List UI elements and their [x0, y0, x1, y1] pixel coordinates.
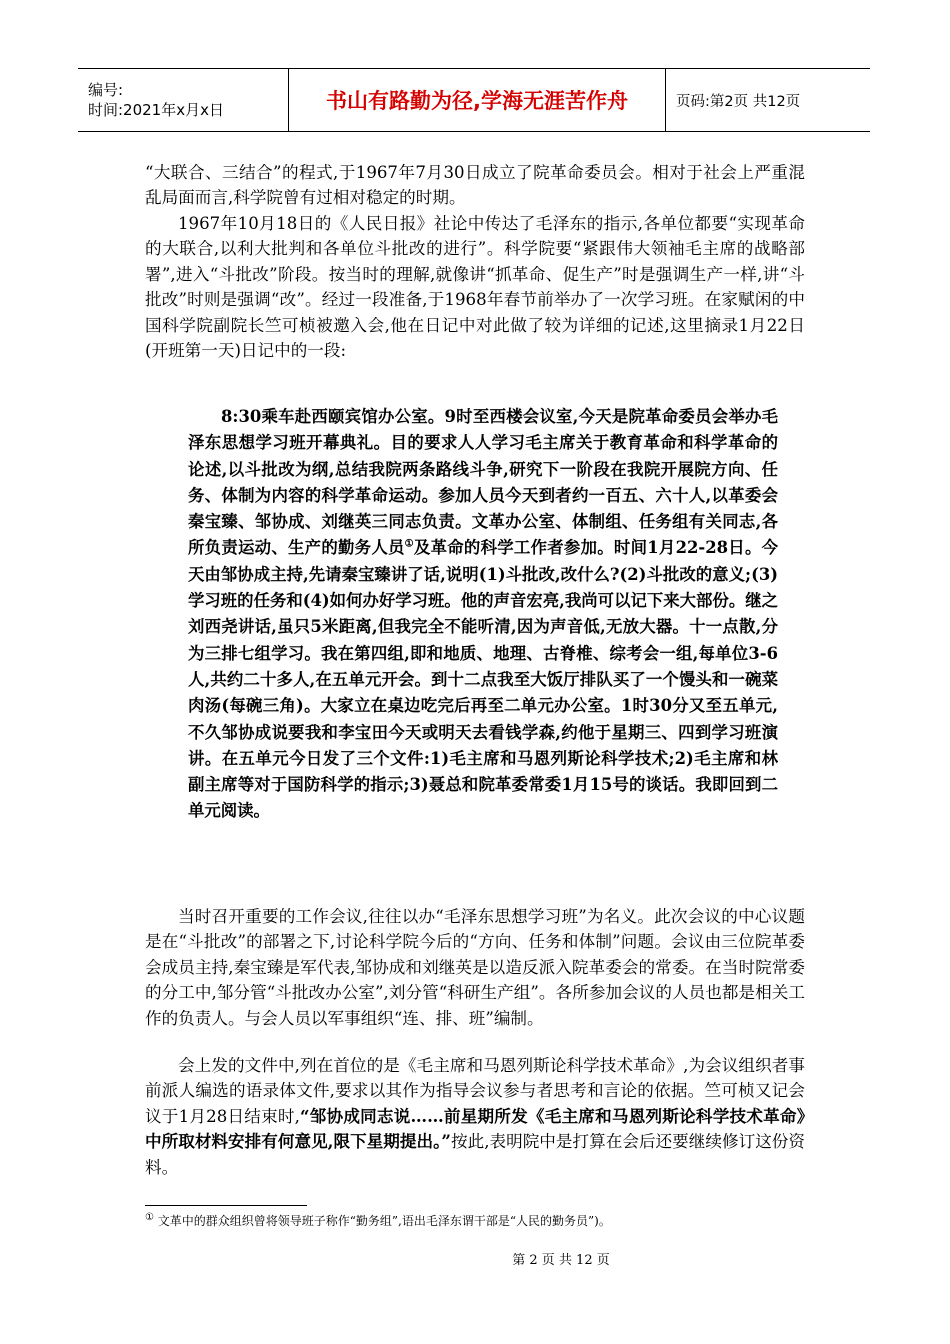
paragraph-1 — [145, 160, 805, 211]
footnote-divider — [145, 1205, 307, 1206]
paragraph-2 — [145, 211, 805, 363]
quoted-bold-text: “邹协成同志说……前星期所发《毛主席和马恩列斯论科学技术革命》中所取材料安排有何意见,限下星期提出。” — [145, 1105, 805, 1152]
quote-text-part: 及革命的科学工作者参加。时间1月22-28日。今天由邹协成主持,先请秦宝臻讲了话,说明(1)斗批改,改什么?(2)斗批改的意义;(3)学习班的任务和(4)如何办好学习班。他的声音宏亮,我尚可以记下来大部份。继之刘西尧讲话,虽只5米距离,但我完全不能听清,因为声音低,无放大器。十一点散,分为三排七组学习。我在第四组,即和地质、地理、古脊椎、综考会一组,每单位3-6人,共约二十多人,在五单元开会。到十二点我至大饭厅排队买了一个馒头和一碗菜肉汤(每碗三角)。大家立在桌边吃完后再至二单元办公室。1时30分又至五单元,不久邹协成说要我和李宝田今天或明天去看钱学森,约他于星期三、四到学习班演讲。在五单元今日发了三个文件:1)毛主席和马恩列斯论科学技术;2)毛主席和林副主席等对于国防科学的指示;3)聂总和院革委常委1月15号的谈话。我即回到二单元阅读。 — [188, 538, 779, 821]
paragraph-4 — [145, 1053, 805, 1180]
diary-quote — [188, 404, 778, 825]
paragraph-text: 当时召开重要的工作会议,往往以办“毛泽东思想学习班”为名义。此次会议的中心议题是在“斗批改”的部署之下,讨论科学院今后的“方向、任务和体制”问题。会议由三位院革委会成员主持,秦宝臻是军代表,邹协成和刘继英是以造反派入院革委会的常委。在当时院常委的分工中,邹分管“斗批改办公室”,刘分管“科研生产组”。各所参加会议的人员也都是相关工作的负责人。与会人员以军事组织“连、排、班”编制。 — [145, 907, 805, 1028]
document-number-label: 编号: — [88, 81, 124, 99]
header-page-label: 页码:第2页 共12页 — [666, 69, 871, 132]
paragraph-text-part: 按此,表明院中是打算在会后还要继续修订这份资料。 — [145, 1132, 805, 1177]
footnote — [145, 1212, 825, 1230]
footnote-marker: ① — [145, 1212, 154, 1223]
quote-text — [188, 404, 778, 825]
quote-text-part: 8:30乘车赴西颐宾馆办公室。9时至西楼会议室,今天是院革命委员会举办毛泽东思想学习班开幕典礼。目的要求人人学习毛主席关于教育革命和科学革命的论述,以斗批改为纲,总结我院两条路线斗争,研究下一阶段在我院开展院方向、任务、体制为内容的科学革命运动。参加人员今天到者约一百五、六十人,以革委会秦宝臻、邹协成、刘继英三同志负责。文革办公室、体制组、任务组有关同志,各所负责运动、生产的勤务人员 — [188, 407, 778, 558]
footnote-text: 文革中的群众组织曾将领导班子称作“勤务组”,语出毛泽东谓干部是“人民的勤务员”)。 — [153, 1214, 611, 1228]
paragraph-text: “大联合、三结合”的程式,于1967年7月30日成立了院革命委员会。相对于社会上严重混乱局面而言,科学院曾有过相对稳定的时期。 — [145, 163, 805, 208]
document-date-label: 时间:2021年x月x日 — [88, 101, 224, 119]
paragraph-text — [145, 1053, 805, 1180]
page-footer — [0, 1249, 950, 1268]
page-number: 第 2 页 共 12 页 — [512, 1253, 610, 1268]
paragraph-text-part: 会上发的文件中,列在首位的是《毛主席和马恩列斯论科学技术革命》,为会议组织者事前派人编选的语录体文件,要求以其作为指导会议参与者思考和言论的依据。竺可桢又记会议于1月28日结束时, — [145, 1056, 805, 1126]
header-motto: 书山有路勤为径,学海无涯苦作舟 — [289, 69, 666, 132]
paragraph-3 — [145, 904, 805, 1031]
header-meta — [78, 69, 289, 132]
footnote-reference[interactable]: ① — [404, 539, 414, 551]
page-header — [78, 68, 870, 132]
paragraph-text: 1967年10月18日的《人民日报》社论中传达了毛泽东的指示,各单位都要“实现革命的大联合,以利大批判和各单位斗批改的进行”。科学院要“紧跟伟大领袖毛主席的战略部署”,进入“斗批改”阶段。按当时的理解,就像讲“抓革命、促生产”时是强调生产一样,讲“斗批改”时则是强调“改”。经过一段准备,于1968年春节前举办了一次学习班。在家赋闲的中国科学院副院长竺可桢被邀入会,他在日记中对此做了较为详细的记述,这里摘录1月22日(开班第一天)日记中的一段: — [145, 214, 805, 361]
